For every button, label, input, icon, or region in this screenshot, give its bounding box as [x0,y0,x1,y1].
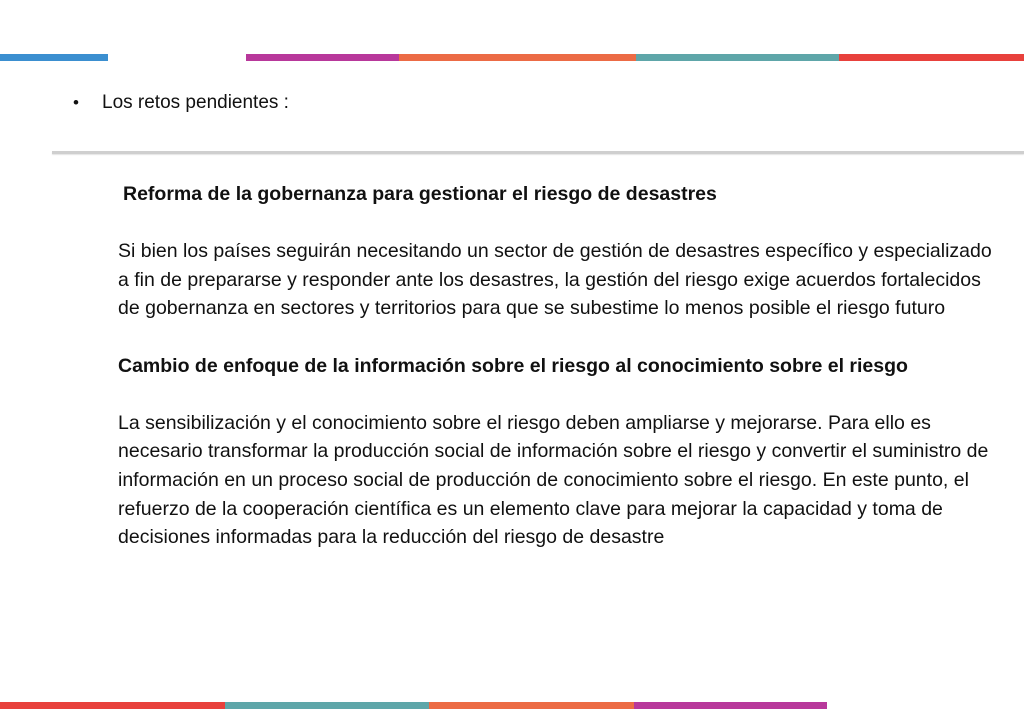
bottom-bar-magenta [634,702,827,709]
section-heading-knowledge: Cambio de enfoque de la información sobre el riesgo al conocimiento sobre el riesgo [118,354,908,377]
bottom-bar-red [0,702,225,709]
top-bar-magenta [246,54,399,61]
bottom-bar-teal [225,702,429,709]
bullet-text: Los retos pendientes : [102,92,289,113]
section-body-knowledge: La sensibilización y el conocimiento sobre el riesgo deben ampliarse y mejorarse. Para ello es necesario transformar la producción social de información sobre el riesgo y convertir el suministro de información en un proceso social de producción de conocimiento sobre el riesgo. En este punto, el refuerzo de la cooperación científica es un elemento clave para mejorar la capacidad y toma de decisiones informadas para la reducción del riesgo de desastre [118,411,989,549]
section-body-governance: Si bien los países seguirán necesitando un sector de gestión de desastres específico y especializado a fin de prepararse y responder ante los desastres, la gestión del riesgo exige acuerdos fortalecidos de gobernanza en sectores y territorios para que se subestime lo menos posible el riesgo futuro [118,240,992,320]
section-heading-governance: Reforma de la gobernanza para gestionar el riesgo de desastres [123,183,717,205]
header-divider [52,151,1024,154]
top-bar-teal [636,54,839,61]
top-bar-orange [399,54,636,61]
top-bar-red [839,54,1024,61]
bottom-bar-orange [429,702,634,709]
slide-content [118,180,998,552]
top-bar-blue [0,54,108,61]
bullet-symbol: • [73,93,79,112]
bullet-item [73,92,289,114]
